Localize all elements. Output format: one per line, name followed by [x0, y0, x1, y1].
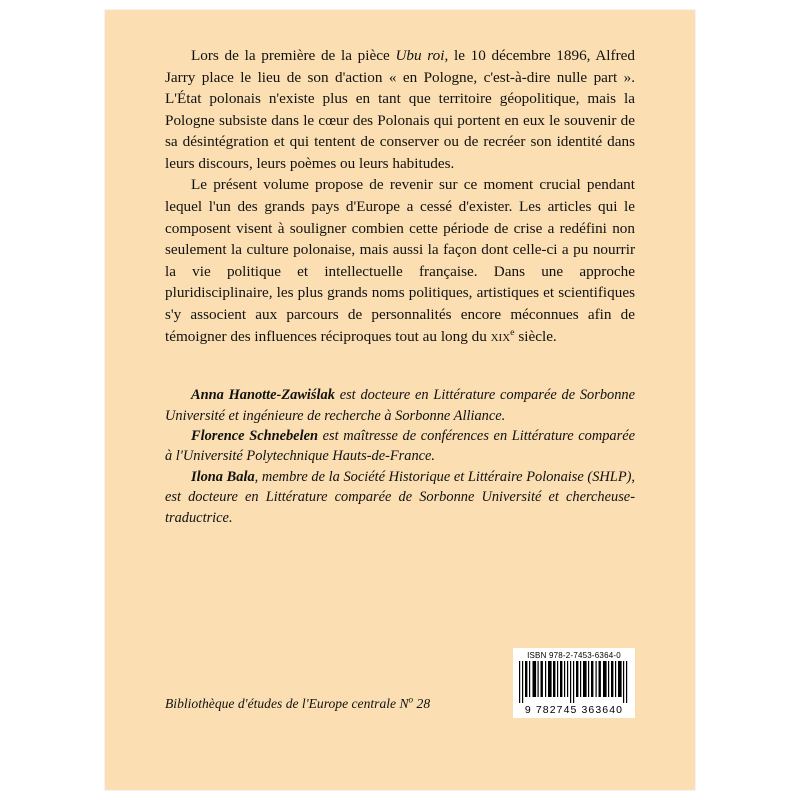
italic-title: Ubu roi: [395, 47, 445, 64]
series-title: Bibliothèque d'études de l'Europe centrale N: [165, 696, 409, 711]
series-line: [165, 696, 430, 712]
author-bio: [165, 385, 635, 426]
blurb-paragraph-2: Le présent volume propose de revenir sur ce moment crucial pendant lequel l'un des grands pays d'Europe a cessé d'exister. Les articles qui le composent visent à souligner combien cette période de crise a redéfini non seulement la culture polonaise, mais aussi la façon dont celle-ci a pu nourrir la vie politique et intellectuelle française. Dans une approche pluridisciplinaire, les plus grands noms politiques, artistiques et scientifiques s'y associent aux parcours de personnalités encore méconnues afin de témoigner des influences réciproques tout au long du xix$^e$ siècle.: [165, 176, 635, 345]
barcode-bars-icon: [517, 661, 631, 703]
author-bio: [165, 467, 635, 528]
author-bios: [165, 385, 635, 528]
author-name: Ilona Bala: [191, 468, 255, 485]
author-name: Anna Hanotte-Zawiślak: [191, 387, 335, 404]
ordinal-suffix: e: [510, 326, 515, 338]
cover-footer: [165, 648, 635, 718]
series-ordinal: o: [408, 694, 414, 705]
author-description: est docteure en Littérature comparée de Sorbonne Université et ingénieure de recherche à Sorbonne Alliance.: [165, 387, 636, 424]
isbn-label: ISBN 978-2-7453-6364-0: [527, 651, 621, 660]
cover-text-block: [165, 45, 635, 528]
author-bio: [165, 426, 635, 467]
series-number: 28: [413, 696, 431, 711]
blurb-paragraph-1: Lors de la première de la pièce Ubu roi, le 10 décembre 1896, Alfred Jarry place le lieu de son d'action « en Pologne, c'est-à-dire nulle part ». L'État polonais n'existe plus en tant que territoire géopolitique, mais la Pologne subsiste dans le cœur des Polonais qui portent en eux le souvenir de sa désintégration et qui tentent de conserver ou de recréer son identité dans leurs discours, leurs poèmes ou leurs habitudes.: [165, 47, 635, 172]
author-name: Florence Schnebelen: [191, 428, 318, 444]
barcode-block: [513, 648, 635, 718]
book-back-cover: [105, 10, 695, 790]
century-numeral: xix: [490, 327, 511, 345]
ean-digits: 9 782745 363640: [524, 704, 624, 716]
author-description: est maîtresse de conférences en Littérature comparée à l'Université Polytechnique Hauts-de-France.: [165, 428, 635, 465]
author-description: , membre de la Société Historique et Littéraire Polonaise (SHLP), est docteure en Littérature comparée de Sorbonne Université et chercheuse-traductrice.: [165, 468, 635, 526]
